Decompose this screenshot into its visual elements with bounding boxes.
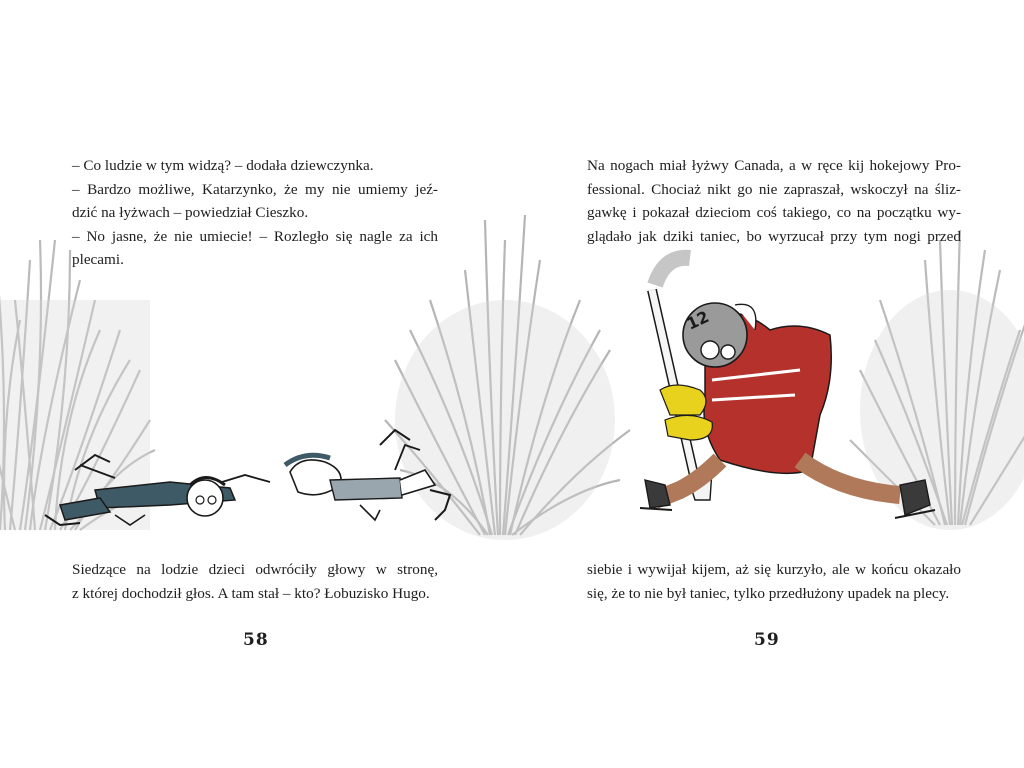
text-line: siebie i wywijał kijem, aż się kurzyło, ale w końcu okazało [587,561,961,578]
left-top-text [72,154,438,272]
text-line: gawkę i pokazał dzieciom coś takiego, co na początku wy- [587,204,961,221]
text-line: z której dochodził głos. A tam stał – kto? Łobuzisko Hugo. [72,584,430,602]
text-line: się, że to nie był taniec, tylko przedłużony upadek na plecy. [587,584,950,602]
text-line: Siedzące na lodzie dzieci odwróciły głowy w stronę, [72,561,438,578]
page-number-left: 58 [243,630,269,650]
text-line: dzić na łyżwach – powiedział Cieszko. [72,204,309,221]
page-number-right: 59 [754,630,780,650]
helmet-number: 12 [683,306,712,334]
right-page [512,0,1024,768]
text-line: fessional. Chociaż nikt go nie zapraszał, wskoczył na śliz- [587,180,961,198]
text-line: – No jasne, że nie umiecie! – Rozległo się nagle za ich [72,227,438,245]
right-bottom-text [587,558,961,605]
left-bottom-text [72,558,438,605]
right-top-text [587,154,961,248]
text-line: glądało jak dziki taniec, bo wyrzucał przy tym nogi przed [587,227,961,245]
text-line: plecami. [72,251,124,268]
text-line: – Co ludzie w tym widzą? – dodała dziewczynka. [72,157,374,174]
text-line: Na nogach miał łyżwy Canada, a w ręce kij hokejowy Pro- [587,157,961,174]
text-line: – Bardzo możliwe, Katarzynko, że my nie umiemy jeź- [72,180,438,198]
